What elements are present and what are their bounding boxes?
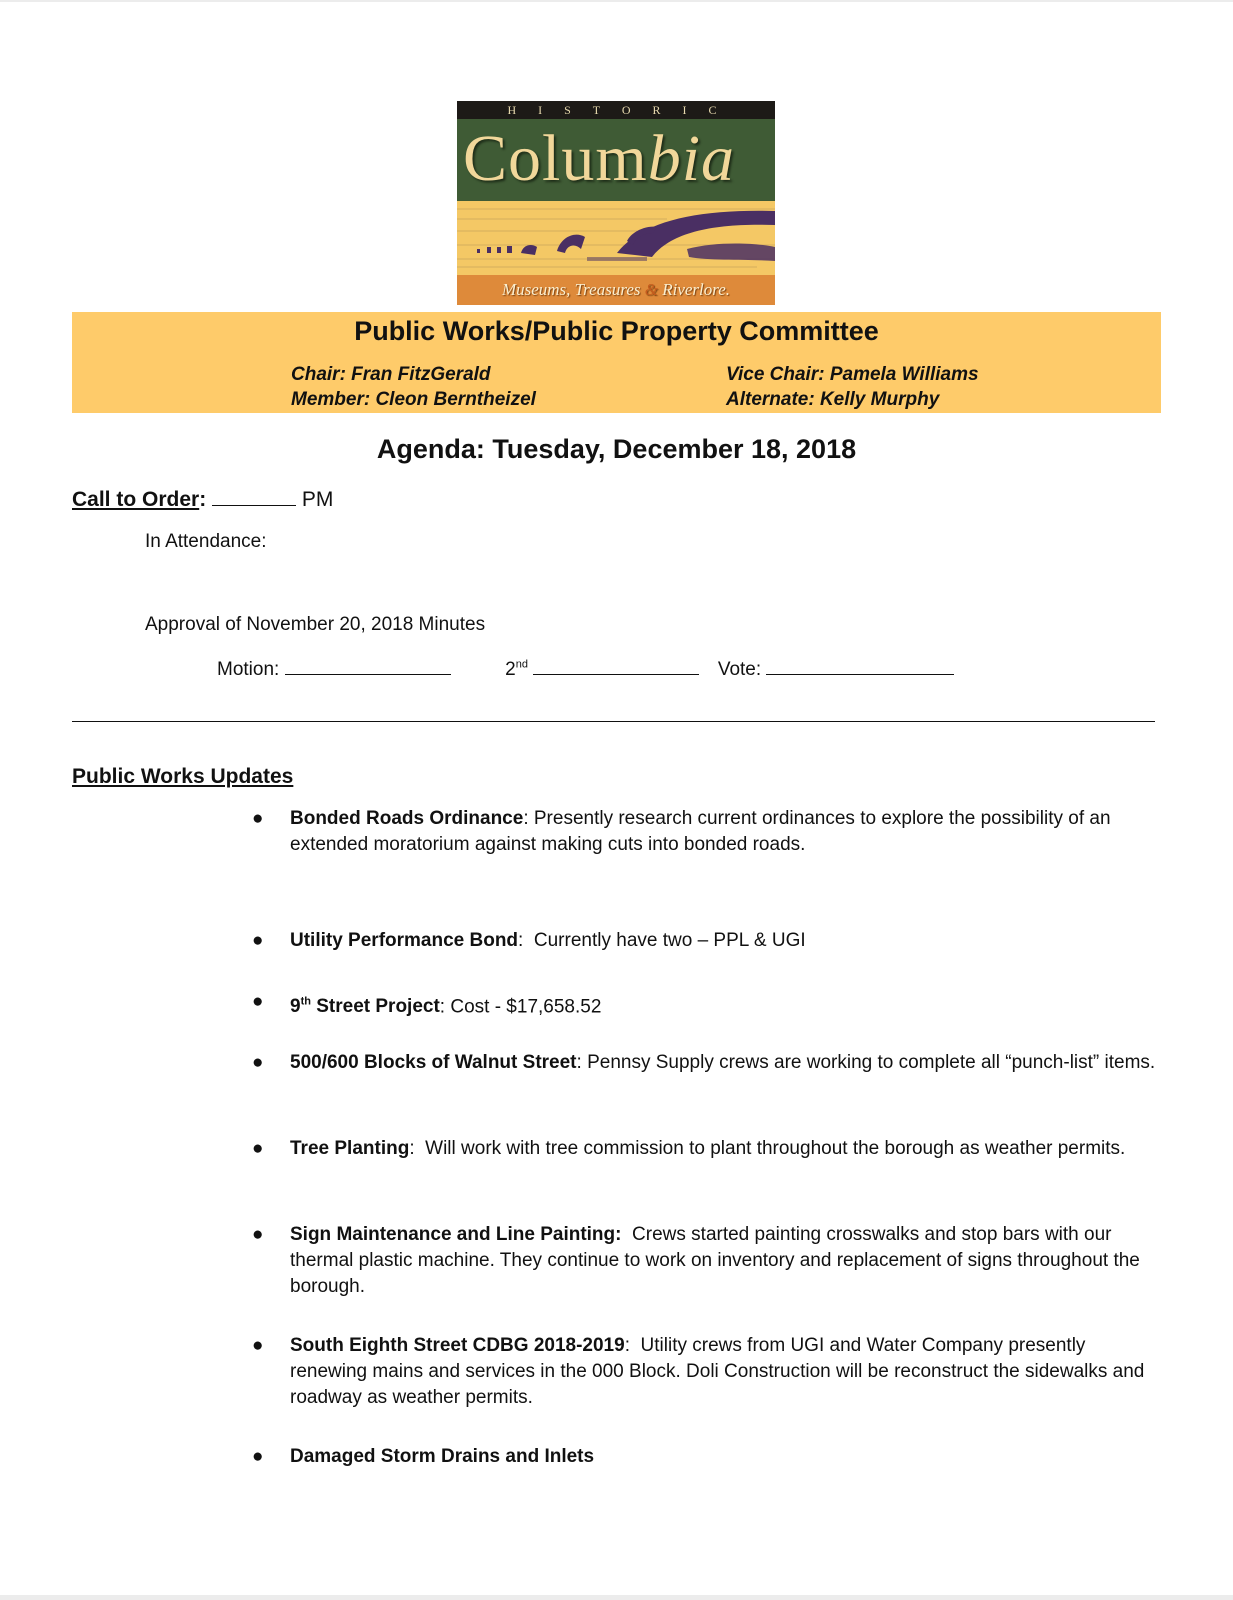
call-to-order-time-blank[interactable] <box>212 487 296 506</box>
item-text: Cost - $17,658.52 <box>450 996 602 1018</box>
committee-alternate: Alternate: Kelly Murphy <box>726 389 940 410</box>
item-text: Currently have two – PPL & UGI <box>533 930 806 951</box>
logo-name <box>463 121 735 197</box>
logo-tagline-ampersand: & <box>644 280 658 299</box>
public-works-section-title: Public Works Updates <box>72 765 294 788</box>
item-title: Utility Performance Bond <box>290 930 519 951</box>
committee-member: Member: Cleon Berntheizel <box>291 389 536 410</box>
minutes-vote-line <box>217 656 954 681</box>
item-title-text: Street Project <box>310 996 440 1018</box>
list-item-content <box>290 1136 1162 1162</box>
item-sep: : <box>439 996 451 1018</box>
list-item-content <box>290 1050 1162 1076</box>
call-to-order-colon: : <box>199 488 207 511</box>
logo-name-italic: bia <box>647 122 736 195</box>
committee-title: Public Works/Public Property Committee <box>354 316 879 346</box>
page-top-border <box>0 0 1233 2</box>
item-sep: : <box>576 1052 588 1073</box>
minutes-approval-label: Approval of November 20, 2018 Minutes <box>145 614 486 635</box>
item-text: Presently research current ordinances to explore the possibility of an extended moratorium against making cuts into bonded roads. <box>290 808 1111 855</box>
item-sep <box>621 1224 632 1245</box>
second-blank[interactable] <box>533 656 699 675</box>
logo-tagline-part2: Riverlore. <box>657 280 731 299</box>
item-title: Tree Planting <box>290 1138 410 1159</box>
list-item-content <box>290 806 1162 858</box>
bullet-icon: ● <box>252 1138 264 1159</box>
page-bottom-border <box>0 1595 1233 1600</box>
bullet-icon: ● <box>252 808 264 829</box>
list-item-content <box>290 1444 1162 1470</box>
list-item-content <box>290 1333 1162 1411</box>
bridge-icon <box>457 201 775 275</box>
committee-header <box>72 312 1161 413</box>
list-item-content <box>290 928 1162 954</box>
item-text: Crews started painting crosswalks and stop bars with our thermal plastic machine. They continue to work on inventory and replacement of signs throughout the borough. <box>290 1224 1140 1297</box>
item-title: South Eighth Street CDBG 2018-2019 <box>290 1335 625 1356</box>
committee-vice-chair: Vice Chair: Pamela Williams <box>726 364 979 385</box>
logo-tagline-part1: Museums, Treasures <box>501 280 645 299</box>
item-title-sup: th <box>300 996 311 1008</box>
item-title <box>290 996 440 1017</box>
item-title: Sign Maintenance and Line Painting: <box>290 1224 622 1245</box>
item-title: Damaged Storm Drains and Inlets <box>290 1446 595 1467</box>
second-label-number: 2 <box>505 659 516 680</box>
agenda-title: Agenda: Tuesday, December 18, 2018 <box>376 434 857 464</box>
logo-name-band <box>457 119 775 201</box>
item-sep: : <box>624 1335 641 1356</box>
call-to-order-suffix: PM <box>301 488 334 511</box>
logo-historic-text: HISTORIC <box>457 101 775 119</box>
bullet-icon: ● <box>252 930 264 951</box>
bullet-icon: ● <box>252 1052 264 1073</box>
logo-name-roman: Colum <box>463 122 648 195</box>
item-text: Will work with tree commission to plant throughout the borough as weather permits. <box>425 1138 1126 1159</box>
vote-blank[interactable] <box>766 656 954 675</box>
second-label-sup: nd <box>515 658 528 671</box>
second-label <box>505 659 528 680</box>
logo-tagline <box>457 275 775 305</box>
vote-label: Vote: <box>717 659 762 680</box>
item-sep: : <box>409 1138 426 1159</box>
logo-bridge-illustration <box>457 201 775 275</box>
motion-blank[interactable] <box>285 656 451 675</box>
list-item-content <box>290 1222 1162 1300</box>
bullet-icon: ● <box>252 1446 264 1467</box>
motion-label: Motion: <box>217 659 280 680</box>
item-sep: : <box>518 930 534 951</box>
item-title: 500/600 Blocks of Walnut Street <box>290 1052 577 1073</box>
bullet-icon: ● <box>252 1224 264 1245</box>
item-sep: : <box>523 808 534 829</box>
historic-columbia-logo <box>457 101 775 305</box>
bullet-icon: ● <box>252 991 264 1012</box>
list-item-content <box>290 989 1162 1020</box>
item-title-number: 9 <box>290 996 301 1018</box>
section-divider <box>72 721 1155 722</box>
attendance-label: In Attendance: <box>145 531 267 552</box>
item-title: Bonded Roads Ordinance <box>290 808 524 829</box>
item-text: Utility crews from UGI and Water Company presently renewing mains and services in the 000 Block. Doli Construction will be reconstruct the sidewalks and roadway as weather permits. <box>290 1335 1145 1408</box>
call-to-order-line <box>72 487 333 512</box>
call-to-order-label: Call to Order <box>72 488 200 511</box>
bullet-icon: ● <box>252 1335 264 1356</box>
item-text: Pennsy Supply crews are working to complete all “punch-list” items. <box>587 1052 1156 1073</box>
committee-chair: Chair: Fran FitzGerald <box>291 364 491 385</box>
